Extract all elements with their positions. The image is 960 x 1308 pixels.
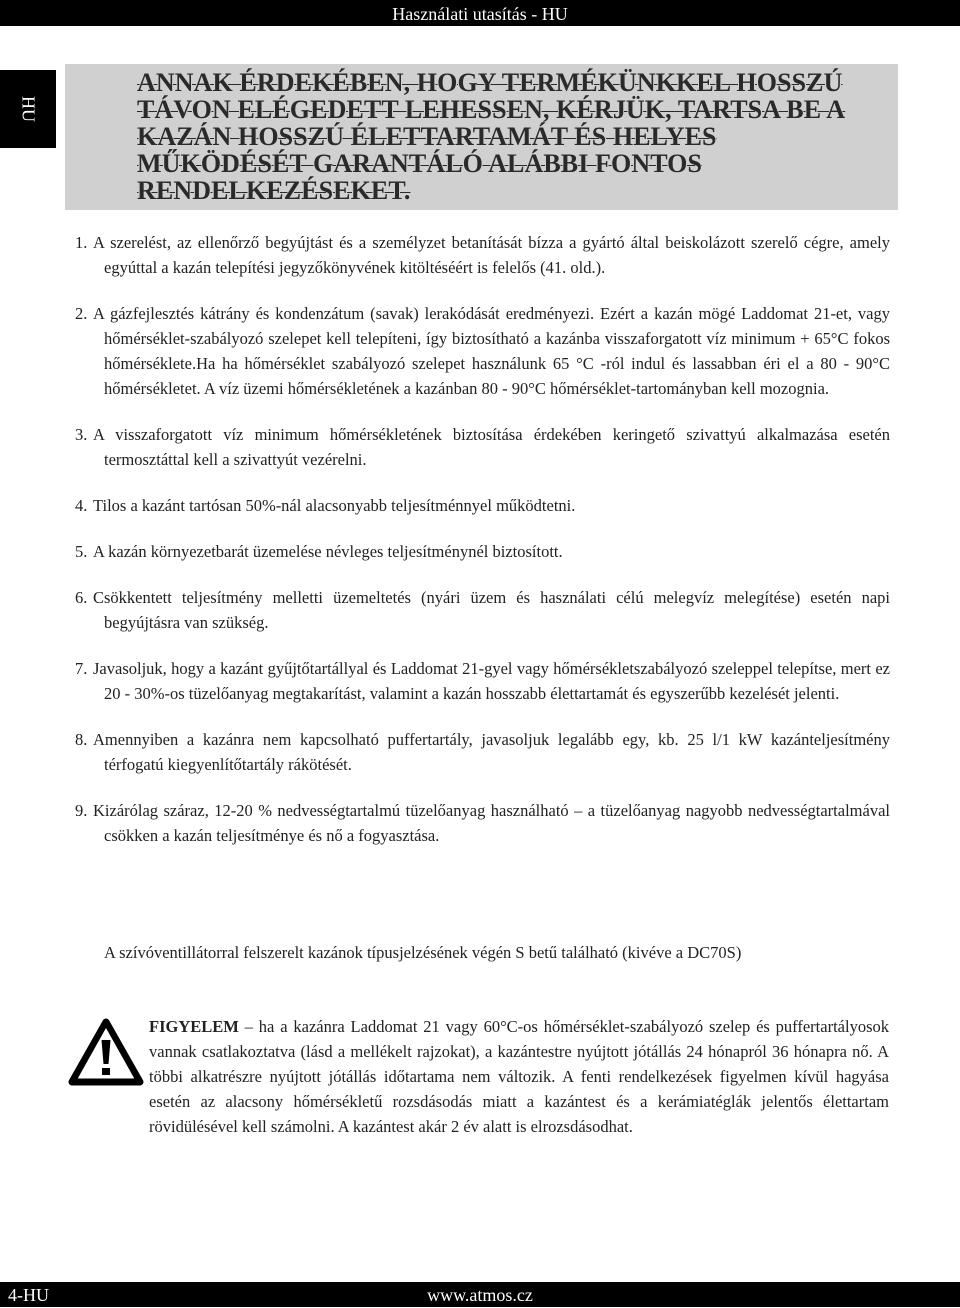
page-number: 4-HU [8,1285,49,1305]
warning-triangle-icon [68,1018,144,1086]
warning-notice [149,1014,889,1139]
model-note: A szívóventillátorral felszerelt kazánok típusjelzésének végén S betű található (kivéve a DC70S) [104,943,742,962]
item-number: 4. [75,496,88,515]
warning-text: – ha a kazánra Laddomat 21 vagy 60°C-os hőmérséklet-szabályozó szelep és puffertartályosok vannak csatlakoztatva (lásd a mellékelt rajzokat), a kazántestre nyújtott jótállás 24 hónapról 36 hónapra nő. A többi alkatrészre nyújtott jótállás időtartama nem változik. A fenti rendelkezések figyelmen kívül hagyása esetén az alacsony hőmérsékletű rozsdásodás miatt a kazántest és a kerámiatéglák jelentős élettartam rövidülésével kell számolni. A kazántest akár 2 év alatt is elrozsdásodhat. [149,1017,889,1136]
item-number: 5. [75,542,88,561]
footer-url: www.atmos.cz [427,1285,533,1305]
list-item [75,656,890,706]
item-text: Kizárólag száraz, 12-20 % nedvességtartalmú tüzelőanyag használható – a tüzelőanyag nagyobb nedvességtartalmával csökken a kazán teljesítménye és nő a fogyasztása. [93,801,890,845]
page-footer [0,1282,960,1307]
page-header [0,0,960,26]
item-number: 1. [75,233,88,252]
list-item [75,585,890,635]
warning-label: FIGYELEM [149,1017,239,1036]
language-tab-label: HU [18,96,39,122]
list-item [75,230,890,280]
item-number: 3. [75,425,88,444]
header-title: Használati utasítás - HU [392,4,568,24]
item-text: Javasoljuk, hogy a kazánt gyűjtőtartállyal és Laddomat 21-gyel vagy hőmérsékletszabályozó szeleppel telepítse, mert ez 20 - 30%-os tüzelőanyag megtakarítást, valamint a kazán hosszabb élettartamát és egyszerűbb kezelését jelenti. [93,659,890,703]
list-item [75,727,890,777]
item-text: A gázfejlesztés kátrány és kondenzátum (savak) lerakódását eredményezi. Ezért a kazán mögé Laddomat 21-et, vagy hőmérséklet-szabályozó szelepet kell telepíteni, így biztosítható a kazánba visszaforgatott víz minimum + 65°C fokos hőmérséklete.Ha ha hőmérséklet szabályozó szelepet használunk 65 °C -ról indul és lassabban éri el a 80 - 90°C hőmérsékletet. A víz üzemi hőmérsékletének a kazánban 80 - 90°C hőmérséklet-tartományban kell mozognia. [93,304,890,398]
item-number: 8. [75,730,88,749]
language-tab [0,70,56,148]
item-text: Tilos a kazánt tartósan 50%-nál alacsonyabb teljesítménnyel működtetni. [93,496,576,515]
item-text: A visszaforgatott víz minimum hőmérsékletének biztosítása érdekében keringető szivattyú alkalmazása esetén termosztáttal kell a szivattyút vezérelni. [93,425,890,469]
list-item [75,493,890,518]
item-number: 7. [75,659,88,678]
item-text: Csökkentett teljesítmény melletti üzemeltetés (nyári üzem és használati célú melegvíz melegítése) esetén napi begyújtásra van szükség. [93,588,890,632]
list-item [75,422,890,472]
item-text: A szerelést, az ellenőrző begyújtást és a személyzet betanítását bízza a gyártó által beiskolázott szerelő cégre, amely egyúttal a kazán telepítési jegyzőkönyvének kitöltéséért is felelős (41. old.). [93,233,890,277]
list-item [75,798,890,848]
item-number: 2. [75,304,88,323]
page-heading: ANNAK ÉRDEKÉBEN, HOGY TERMÉKÜNKKEL HOSSZÚ TÁVON ELÉGEDETT LEHESSEN, KÉRJÜK, TARTSA BE A KAZÁN HOSSZÚ ÉLETTARTAMÁT ÉS HELYES MŰKÖDÉSÉT GARANTÁLÓ ALÁBBI FONTOS RENDELKEZÉSEKET. [137,68,846,205]
item-text: Amennyiben a kazánra nem kapcsolható puffertartály, javasoljuk legalább egy, kb. 25 l/1 kW kazánteljesítmény térfogatú kiegyenlítőtartály rákötését. [93,730,890,774]
item-number: 6. [75,588,88,607]
instruction-list [75,230,890,869]
list-item [75,539,890,564]
item-text: A kazán környezetbarát üzemelése névleges teljesítménynél biztosított. [93,542,563,561]
item-number: 9. [75,801,88,820]
list-item [75,301,890,401]
